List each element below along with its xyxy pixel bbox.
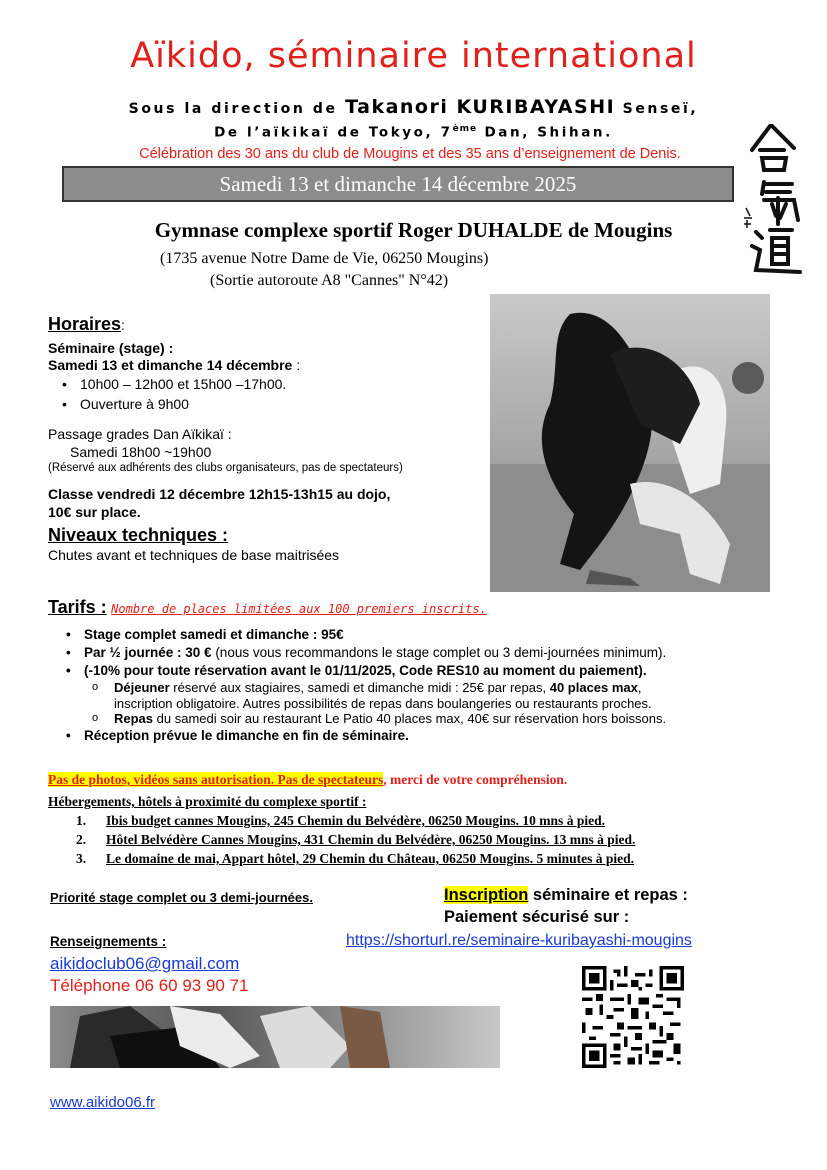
inscription-line xyxy=(444,886,688,905)
venue-address: (1735 avenue Notre Dame de Vie, 06250 Mougins) xyxy=(160,250,489,267)
hotel-num: 2. xyxy=(76,832,87,847)
inscription-word: Inscription xyxy=(444,886,529,904)
seminaire-days-colon: : xyxy=(292,357,301,373)
dinner-text: du samedi soir au restaurant Le Patio 40 places max, 40€ sur réservation hors boissons. xyxy=(153,711,667,726)
hotel-text: Ibis budget cannes Mougins, 245 Chemin du Belvédère, 06250 Mougins. 10 mns à pied. xyxy=(106,813,605,828)
tarifs-heading: Tarifs : xyxy=(48,597,107,617)
qr-code-icon[interactable] xyxy=(582,966,684,1068)
list-item: • Stage complet samedi et dimanche : 95€ xyxy=(58,626,788,643)
email-link[interactable]: aikidoclub06@gmail.com xyxy=(50,954,240,973)
hotels-list xyxy=(76,811,635,868)
lunch-end: , xyxy=(637,680,642,695)
priorite-text: Priorité stage complet ou 3 demi-journées. xyxy=(50,890,313,905)
tarifs-list xyxy=(48,626,788,679)
lunch-places: 40 places max xyxy=(549,680,638,695)
grades-time: Samedi 18h00 ~19h00 xyxy=(70,444,212,460)
hotel-text: Le domaine de mai, Appart hôtel, 29 Chemin du Château, 06250 Mougins. 5 minutes à pied. xyxy=(106,851,635,866)
list-item xyxy=(82,680,788,711)
tarifs-limit: Nombre de places limitées aux 100 premiers inscrits. xyxy=(111,602,487,616)
niveaux-text: Chutes avant et techniques de base maitrisées xyxy=(48,547,340,563)
venue-exit: (Sortie autoroute A8 "Cannes" N°42) xyxy=(210,272,449,289)
photo-notice xyxy=(48,772,567,788)
class-line-1: Classe vendredi 12 décembre 12h15-13h15 au dojo, xyxy=(48,486,391,502)
list-item: • Ouverture à 9h00 xyxy=(54,394,488,414)
list-item xyxy=(58,644,788,661)
list-item[interactable] xyxy=(76,811,635,830)
list-item[interactable] xyxy=(76,849,635,868)
lunch-text: réservé aux stagiaires, samedi et dimanche midi : 25€ par repas, xyxy=(169,680,550,695)
date-banner: Samedi 13 et dimanche 14 décembre 2025 xyxy=(62,166,734,202)
teacher-name: Takanori KURIBAYASHI xyxy=(345,96,616,118)
rank-pre: De l’aïkikaï de Tokyo, 7 xyxy=(214,124,453,141)
aikido-kanji-icon xyxy=(742,120,812,280)
list-item: • 10h00 – 12h00 et 15h00 –17h00. xyxy=(54,374,488,394)
rank-sup: ème xyxy=(452,124,478,134)
phone-text: Téléphone 06 60 93 90 71 xyxy=(50,976,249,995)
reception-list xyxy=(48,727,788,744)
class-line-2: 10€ sur place. xyxy=(48,504,141,520)
hotel-text: Hôtel Belvédère Cannes Mougins, 431 Chemin du Belvédère, 06250 Mougins. 13 mns à pied. xyxy=(106,832,636,847)
page-title: Aïkido, séminaire international xyxy=(130,36,697,76)
tarifs-section xyxy=(48,597,788,745)
schedule-list xyxy=(48,374,488,414)
list-item: • (-10% pour toute réservation avant le 01/11/2025, Code RES10 au moment du paiement). xyxy=(58,662,788,679)
hebergements-heading: Hébergements, hôtels à proximité du complexe sportif : xyxy=(48,794,367,809)
niveaux-heading: Niveaux techniques : xyxy=(48,525,229,545)
grades-label: Passage grades Dan Aïkikaï : xyxy=(48,426,232,442)
rank-post: Dan, Shihan. xyxy=(484,124,613,141)
seminaire-days: Samedi 13 et dimanche 14 décembre xyxy=(48,357,293,373)
direction-line xyxy=(0,96,827,118)
venue-name: Gymnase complexe sportif Roger DUHALDE de Mougins xyxy=(154,218,673,242)
hotel-num: 3. xyxy=(76,851,87,866)
horaires-colon: : xyxy=(121,317,125,333)
half-day-price: Par ½ journée : 30 € xyxy=(84,645,212,660)
paiement-text: Paiement sécurisé sur : xyxy=(444,908,630,926)
website-link[interactable]: www.aikido06.fr xyxy=(50,1094,156,1111)
renseignements-label: Renseignements : xyxy=(50,934,167,949)
half-day-note: (nous vous recommandons le stage complet ou 3 demi-journées minimum). xyxy=(211,645,667,660)
direction-prefix: Sous la direction de xyxy=(128,101,338,117)
notice-highlight: Pas de photos, vidéos sans autorisation. Pas de spectateurs xyxy=(48,772,384,787)
teacher-rank-line xyxy=(0,124,827,141)
aikido-practice-photo xyxy=(50,1006,500,1068)
lunch-label: Déjeuner xyxy=(114,680,170,695)
list-item[interactable] xyxy=(76,830,635,849)
seminaire-label: Séminaire (stage) : xyxy=(48,340,174,356)
meals-list xyxy=(48,680,788,727)
list-item: • Réception prévue le dimanche en fin de séminaire. xyxy=(58,727,788,744)
dinner-label: Repas xyxy=(114,711,154,726)
lunch-line-2: inscription obligatoire. Autres possibilités de repas dans boulangeries ou restaurants proches. xyxy=(114,695,652,711)
horaires-heading: Horaires xyxy=(48,314,122,334)
list-item xyxy=(82,711,788,727)
registration-link[interactable]: https://shorturl.re/seminaire-kuribayashi-mougins xyxy=(346,932,692,949)
celebration-text: Célébration des 30 ans du club de Mougins et des 35 ans d’enseignement de Denis. xyxy=(139,146,681,162)
aikido-throw-photo xyxy=(490,294,770,592)
grades-note: (Réservé aux adhérents des clubs organisateurs, pas de spectateurs) xyxy=(48,462,403,474)
teacher-suffix: Senseï, xyxy=(622,101,699,117)
notice-rest: , merci de votre compréhension. xyxy=(383,772,568,787)
hotel-num: 1. xyxy=(76,813,87,828)
horaires-section xyxy=(48,314,488,563)
inscription-rest: séminaire et repas : xyxy=(528,886,688,904)
